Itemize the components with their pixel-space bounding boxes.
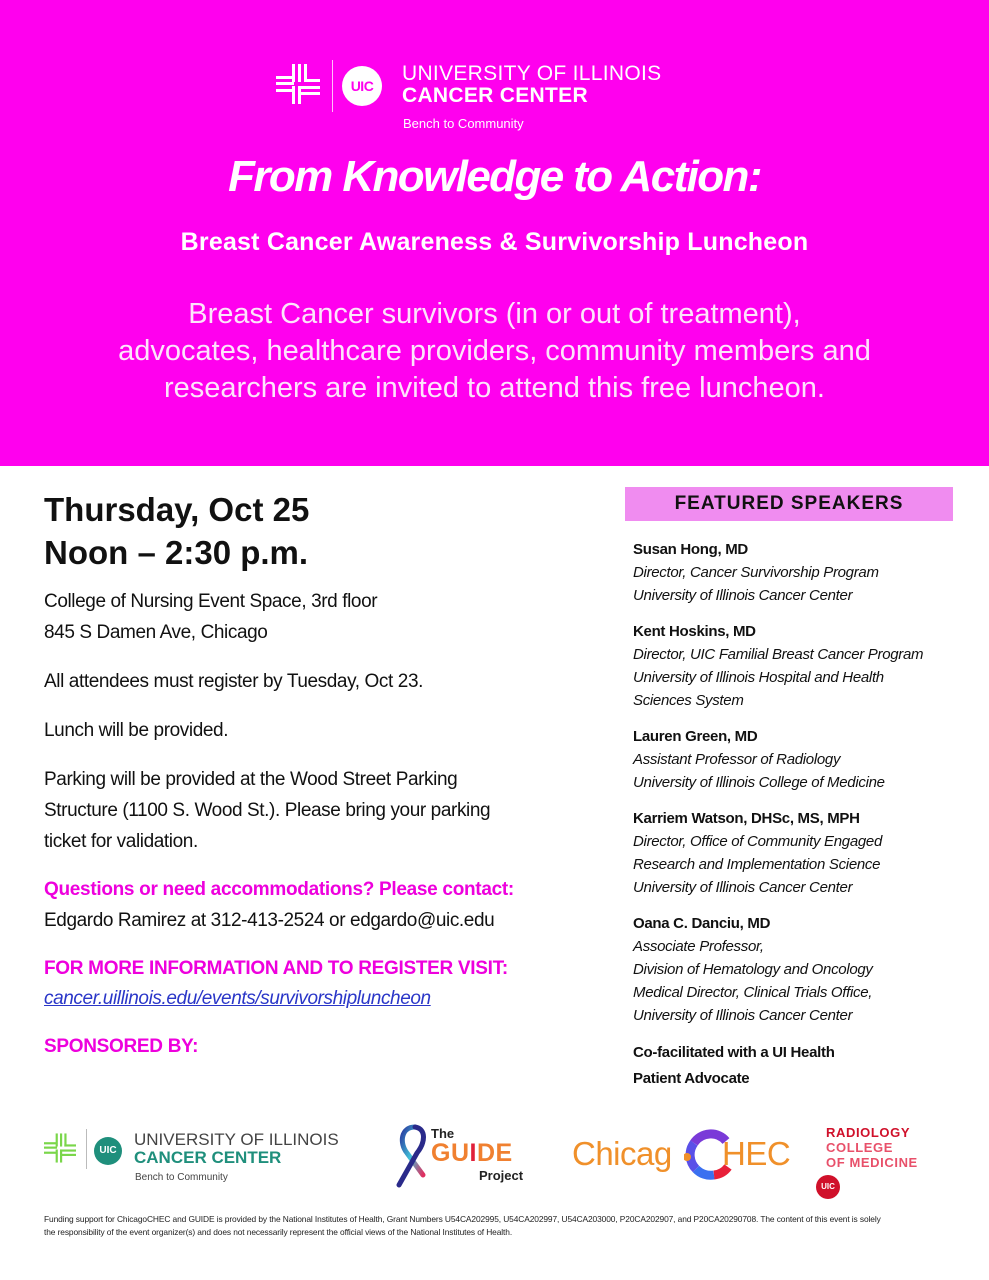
speaker-title: Sciences System xyxy=(633,692,744,709)
speaker-title: Director, Office of Community Engaged xyxy=(633,833,883,850)
uicc-cross-icon xyxy=(276,64,320,104)
parking-line: ticket for validation. xyxy=(44,831,198,852)
chec-text-right: HEC xyxy=(722,1135,791,1172)
speaker-title: Assistant Professor of Radiology xyxy=(633,751,841,768)
guide-the: The xyxy=(431,1126,455,1141)
speaker-item xyxy=(633,538,963,607)
contact-heading: Questions or need accommodations? Please contact: xyxy=(44,879,514,900)
speaker-name: Oana C. Danciu, MD xyxy=(633,915,771,932)
speaker-name: Karriem Watson, DHSc, MS, MPH xyxy=(633,810,860,827)
sponsor-guide-logo xyxy=(393,1123,533,1193)
parking-note xyxy=(44,764,584,857)
disclaimer-line: the responsibility of the event organizer(s) and does not necessarily represent the official views of the National Institutes of Health. xyxy=(44,1227,513,1237)
parking-line: Parking will be provided at the Wood Street Parking xyxy=(44,769,458,790)
radiology-line-2: COLLEGE xyxy=(826,1140,894,1155)
speaker-name: Lauren Green, MD xyxy=(633,728,758,745)
intro-line: advocates, healthcare providers, community members and xyxy=(118,335,871,367)
sponsor-uicc-tagline: Bench to Community xyxy=(135,1172,228,1183)
disclaimer-line: Funding support for ChicagoCHEC and GUIDE is provided by the National Institutes of Health, Grant Numbers U54CA202995, U54CA202997, U54CA203000, P20CA202907, and P20CA20290708. The content of this event is solely xyxy=(44,1214,881,1224)
intro-text xyxy=(40,296,949,407)
event-date: Thursday, Oct 25 xyxy=(44,491,310,528)
speaker-title: Director, UIC Familial Breast Cancer Program xyxy=(633,646,924,663)
logo-line-1: UNIVERSITY OF ILLINOIS xyxy=(402,62,662,85)
speaker-name: Susan Hong, MD xyxy=(633,541,748,558)
chec-text-left: Chicag xyxy=(572,1135,672,1172)
speaker-title: University of Illinois Cancer Center xyxy=(633,587,853,604)
event-details xyxy=(44,488,584,1062)
speaker-title: Director, Cancer Survivorship Program xyxy=(633,564,879,581)
speaker-name: Kent Hoskins, MD xyxy=(633,623,756,640)
radiology-line-1: RADIOLOGY xyxy=(826,1125,911,1140)
logo-divider xyxy=(86,1129,87,1169)
register-link[interactable]: cancer.uillinois.edu/events/survivorshipluncheon xyxy=(44,988,431,1009)
contact-text: Edgardo Ramirez at 312-413-2524 or edgardo@uic.edu xyxy=(44,910,495,931)
sponsored-heading: SPONSORED BY: xyxy=(44,1036,199,1057)
speaker-title: University of Illinois Hospital and Health xyxy=(633,669,884,686)
page-title: From Knowledge to Action: xyxy=(228,152,761,201)
guide-wordmark-part: DE xyxy=(476,1139,513,1167)
venue-line-2: 845 S Damen Ave, Chicago xyxy=(44,622,268,643)
logo-line-2: CANCER CENTER xyxy=(402,84,588,107)
guide-wordmark-part: I xyxy=(469,1139,477,1167)
sponsor-uicc-line-2: CANCER CENTER xyxy=(134,1148,282,1167)
featured-speakers-heading: FEATURED SPEAKERS xyxy=(625,487,953,521)
intro-line: Breast Cancer survivors (in or out of treatment), xyxy=(188,298,801,330)
uic-badge: UIC xyxy=(816,1175,840,1199)
speaker-item xyxy=(633,725,963,794)
venue-line-1: College of Nursing Event Space, 3rd floor xyxy=(44,591,378,612)
speaker-title: University of Illinois College of Medicine xyxy=(633,774,885,791)
register-note: All attendees must register by Tuesday, Oct 23. xyxy=(44,671,423,692)
uic-badge: UIC xyxy=(94,1137,122,1165)
intro-line: researchers are invited to attend this free luncheon. xyxy=(164,372,825,404)
parking-line: Structure (1100 S. Wood St.). Please bring your parking xyxy=(44,800,491,821)
logo-divider xyxy=(332,60,333,112)
register-heading: FOR MORE INFORMATION AND TO REGISTER VISIT: xyxy=(44,958,508,979)
header-banner xyxy=(0,0,989,466)
speaker-item xyxy=(633,912,963,1027)
sponsor-logos xyxy=(0,1115,989,1200)
sponsor-uicc-line-1: UNIVERSITY OF ILLINOIS xyxy=(134,1130,339,1149)
speaker-title: University of Illinois Cancer Center xyxy=(633,879,853,896)
speaker-title: Medical Director, Clinical Trials Office, xyxy=(633,984,873,1001)
speaker-item xyxy=(633,807,963,899)
awareness-ribbon-icon xyxy=(393,1123,433,1191)
event-time: Noon – 2:30 p.m. xyxy=(44,534,309,571)
speaker-item xyxy=(633,620,963,712)
speaker-title: Research and Implementation Science xyxy=(633,856,881,873)
cofacilitated-line: Co-facilitated with a UI Health xyxy=(633,1044,835,1061)
sponsor-chicagochec-logo xyxy=(572,1129,791,1189)
logo-tagline: Bench to Community xyxy=(403,116,524,131)
uic-badge: UIC xyxy=(342,66,382,106)
speaker-title: Division of Hematology and Oncology xyxy=(633,961,873,978)
funding-disclaimer xyxy=(44,1213,964,1239)
sponsor-uicc-logo xyxy=(44,1127,374,1187)
guide-project: Project xyxy=(479,1168,524,1183)
cofacilitated-note xyxy=(633,1040,963,1092)
guide-wordmark-part: GU xyxy=(431,1139,470,1167)
radiology-line-3: OF MEDICINE xyxy=(826,1155,918,1170)
event-subtitle: Breast Cancer Awareness & Survivorship Luncheon xyxy=(180,228,809,256)
cofacilitated-line: Patient Advocate xyxy=(633,1070,750,1087)
speakers-list xyxy=(633,538,963,1092)
uicc-cross-icon xyxy=(44,1133,76,1163)
speaker-title: University of Illinois Cancer Center xyxy=(633,1007,853,1024)
speaker-title: Associate Professor, xyxy=(633,938,764,955)
lunch-note: Lunch will be provided. xyxy=(44,720,229,741)
guide-wordmark xyxy=(431,1139,513,1168)
sponsor-radiology-logo xyxy=(821,1125,956,1200)
